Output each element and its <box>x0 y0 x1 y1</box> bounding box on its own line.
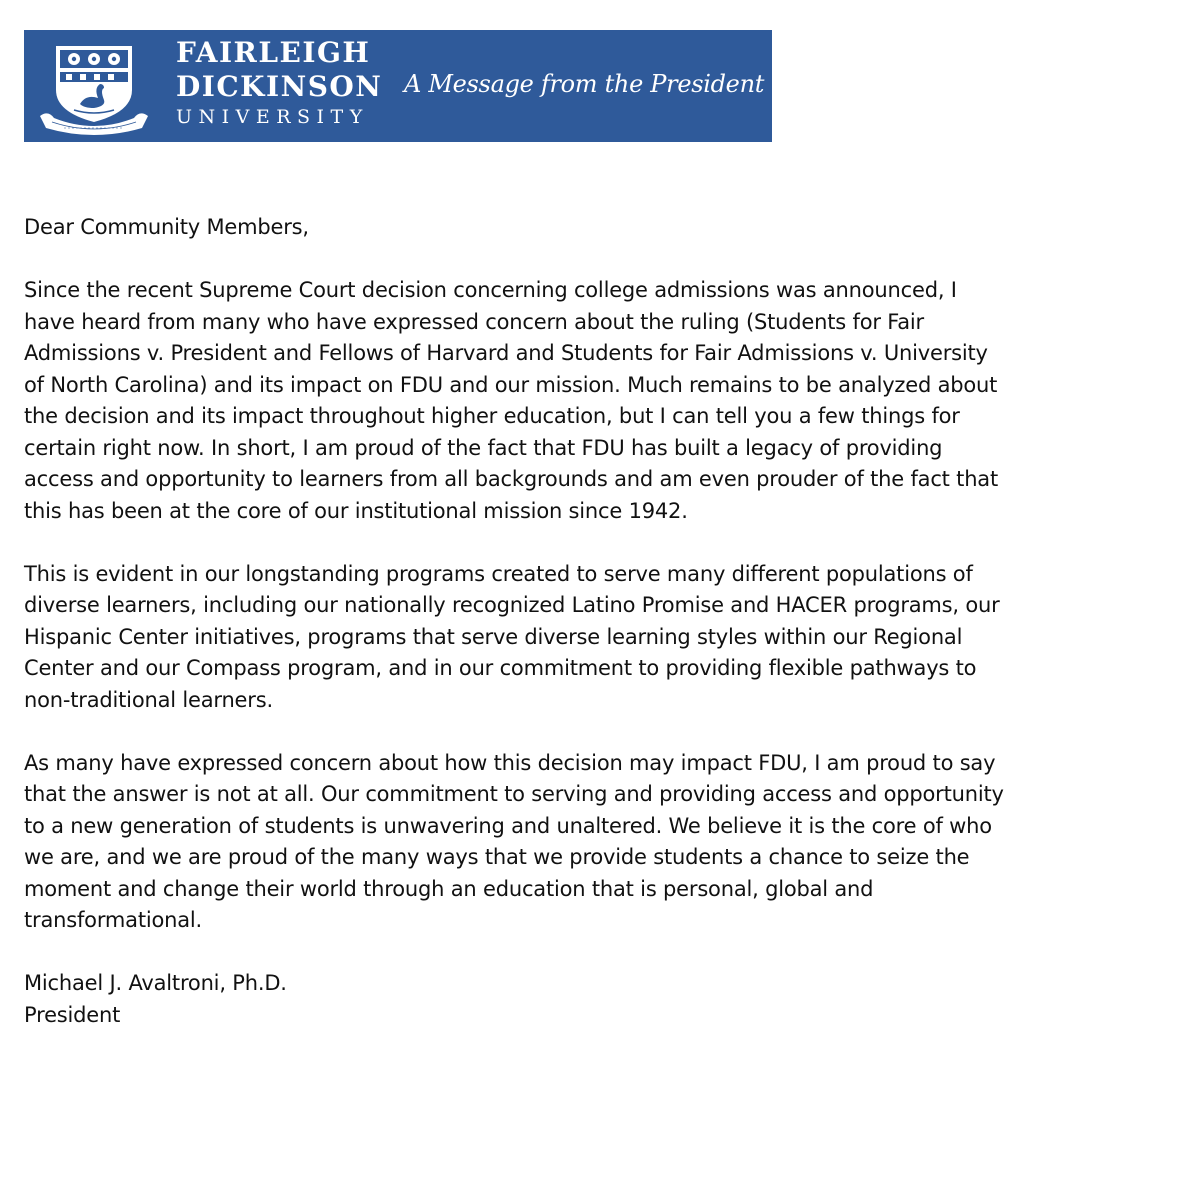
banner-tagline: A Message from the President <box>404 70 765 98</box>
text-line: Hispanic Center initiatives, programs that serve diverse learning styles within our Regional <box>24 624 963 649</box>
text-line: of North Carolina) and its impact on FDU and our mission. Much remains to be analyzed about <box>24 372 998 397</box>
header-banner <box>24 30 772 142</box>
text-line: access and opportunity to learners from all backgrounds and am even prouder of the fact that <box>24 467 999 491</box>
university-wordmark <box>176 36 382 129</box>
text-line: Admissions v. President and Fellows of Harvard and Students for Fair Admissions v. University <box>24 341 988 365</box>
text-line: that the answer is not at all. Our commitment to serving and providing access and opportunity <box>24 782 1004 806</box>
text-line: we are, and we are proud of the many ways that we provide students a chance to seize the <box>24 845 970 869</box>
paragraph-1 <box>24 275 1174 527</box>
text-line: this has been at the core of our institutional mission since 1942. <box>24 498 688 523</box>
text-line: diverse learners, including our nationally recognized Latino Promise and HACER programs, our <box>24 593 1000 617</box>
brand-line-2: DICKINSON <box>176 70 383 103</box>
text-line: This is evident in our longstanding programs created to serve many different populations of <box>24 561 973 586</box>
brand-line-1: FAIRLEIGH <box>176 36 371 69</box>
text-line: moment and change their world through an education that is personal, global and <box>24 876 874 901</box>
text-line: have heard from many who have expressed concern about the ruling (Students for Fair <box>24 309 924 334</box>
text-line: certain right now. In short, I am proud of the fact that FDU has built a legacy of providing <box>24 435 943 460</box>
paragraph-2 <box>24 559 1174 717</box>
signature-block <box>24 968 1174 1031</box>
text-line: Since the recent Supreme Court decision concerning college admissions was announced, I <box>24 278 957 302</box>
signature-name: Michael J. Avaltroni, Ph.D. <box>24 971 287 995</box>
text-line: non-traditional learners. <box>24 687 273 712</box>
text-line: Center and our Compass program, and in our commitment to providing flexible pathways to <box>24 656 977 680</box>
salutation: Dear Community Members, <box>24 215 309 239</box>
text-line: the decision and its impact throughout higher education, but I can tell you a few things for <box>24 404 960 428</box>
text-line: As many have expressed concern about how this decision may impact FDU, I am proud to say <box>24 750 996 775</box>
text-line: to a new generation of students is unwavering and unaltered. We believe it is the core of who <box>24 813 992 838</box>
letter-body <box>24 212 1174 1031</box>
paragraph-3 <box>24 748 1174 937</box>
text-line: transformational. <box>24 908 203 932</box>
signature-title: President <box>24 1002 121 1027</box>
university-crest-icon <box>34 38 154 138</box>
brand-line-3: UNIVERSITY <box>176 106 369 128</box>
